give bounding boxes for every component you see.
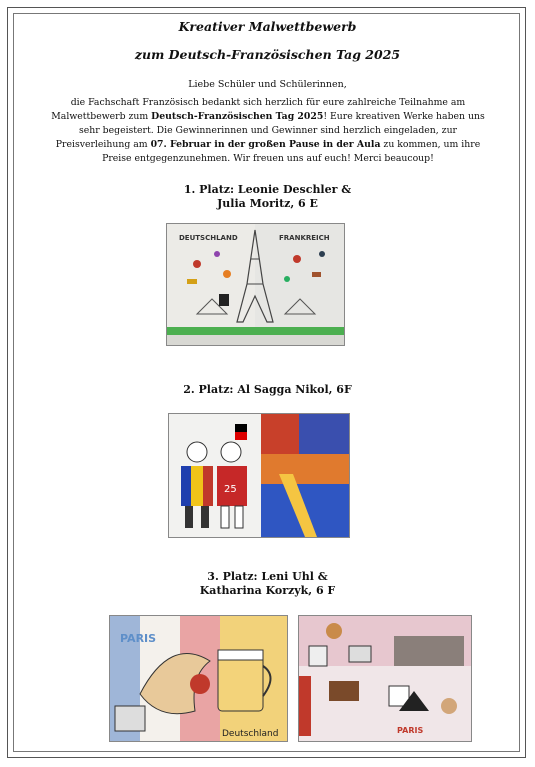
first-place-heading xyxy=(0,183,535,211)
third-place-heading xyxy=(0,570,535,598)
artwork-label-paris-2: PARIS xyxy=(397,726,424,735)
first-place-line-2: Julia Moritz, 6 E xyxy=(217,197,318,210)
body-part-1: die Fachschaft Französisch bedankt sich herzlich für eure zahlreiche Teilnahme am Malwettbewerb zum xyxy=(51,97,466,122)
artwork-label-paris: PARIS xyxy=(120,632,157,645)
artwork-label-frankreich: FRANKREICH xyxy=(279,234,330,242)
third-place-artwork-1 xyxy=(109,615,288,742)
artwork-label-deutschland: DEUTSCHLAND xyxy=(179,234,238,242)
third-place-line-1: 3. Platz: Leni Uhl & xyxy=(207,570,328,583)
first-place-artwork xyxy=(166,223,345,346)
ceremony-date: 07. Februar in der großen Pause in der Aula xyxy=(150,139,381,150)
artwork-label-deutschland-3: Deutschland xyxy=(222,729,279,739)
second-place-artwork xyxy=(168,413,350,538)
event-name: Deutsch-Französischen Tag 2025 xyxy=(151,111,324,122)
third-place-line-2: Katharina Korzyk, 6 F xyxy=(199,584,336,597)
jersey-number: 25 xyxy=(224,484,237,495)
second-place-heading xyxy=(0,383,535,397)
body-part-2: ! Eure kreativen Werke haben uns sehr begeistert. Die Gewinnerinnen und Gewinner sind herzlich eingeladen, zur Preisverleihung am xyxy=(55,111,485,150)
body-part-3: zu kommen, um ihre Preise entgegenzunehmen. Wir freuen uns auf euch! Merci beaucoup! xyxy=(102,139,481,164)
third-place-artwork-2 xyxy=(298,615,472,742)
title-line-1: Kreativer Malwettbewerb xyxy=(178,19,357,34)
first-place-line-1: 1. Platz: Leonie Deschler & xyxy=(183,183,352,196)
announcement-body xyxy=(48,96,488,166)
second-place-line-1: 2. Platz: Al Sagga Nikol, 6F xyxy=(183,383,352,396)
title-line-2: zum Deutsch-Französischen Tag 2025 xyxy=(134,47,401,62)
greeting: Liebe Schüler und Schülerinnen, xyxy=(188,79,347,90)
